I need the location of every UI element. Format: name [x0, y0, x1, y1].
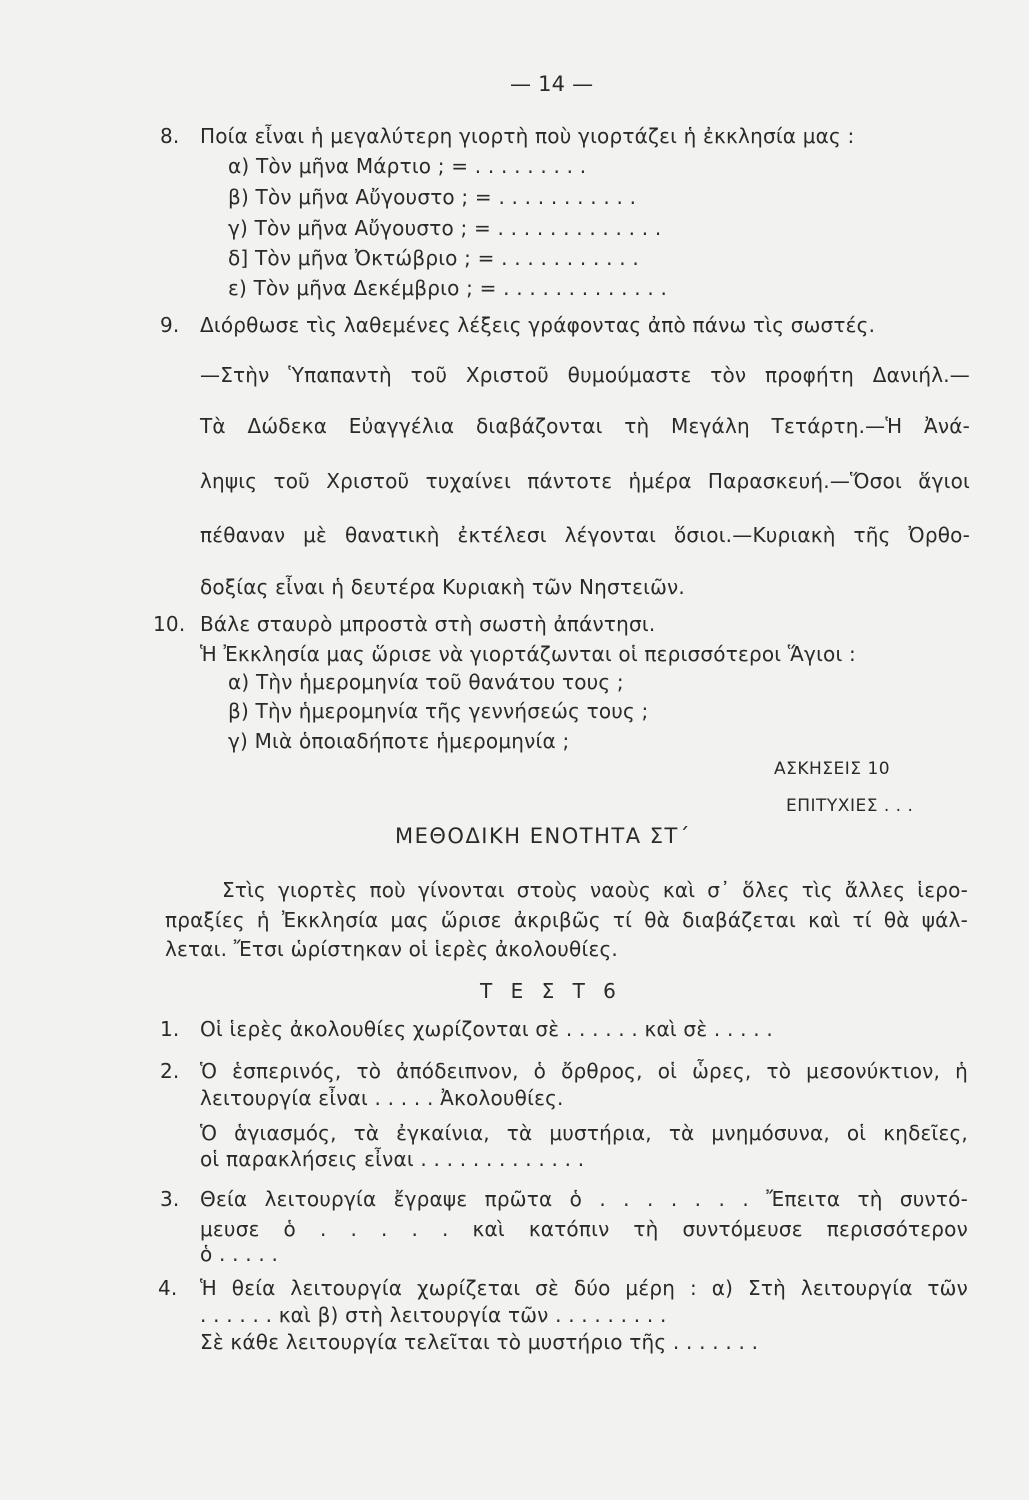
- q10-option-b: β) Τὴν ἡμερομηνία τῆς γεννήσεώς τους ;: [228, 699, 649, 723]
- test-item-1-number: 1.: [160, 1017, 180, 1041]
- q10-option-c: γ) Μιὰ ὁποιαδήποτε ἡμερομηνία ;: [228, 729, 570, 753]
- test-item-2-number: 2.: [160, 1059, 180, 1083]
- q9-line-4: πέθαναν μὲ θανατικὴ ἐκτέλεσι λέγονται ὅσιοι.—Κυριακὴ τῆς Ὀρθο-: [200, 523, 970, 547]
- section-text-line-1: Στὶς γιορτὲς ποὺ γίνονται στοὺς ναοὺς καὶ σ᾿ ὅλες τὶς ἄλλες ἱερο-: [222, 878, 968, 902]
- q8-option-b: β) Τὸν μῆνα Αὔγουστο ; = . . . . . . . . . . .: [228, 185, 637, 209]
- q8-option-a: α) Τὸν μῆνα Μάρτιο ; = . . . . . . . . .: [228, 154, 587, 178]
- q8-text: Ποία εἶναι ἡ μεγαλύτερη γιορτὴ ποὺ γιορτάζει ἡ ἐκκλησία μας :: [200, 124, 855, 148]
- test-item-2-line-4: οἱ παρακλήσεις εἶναι . . . . . . . . . . . . .: [200, 1147, 585, 1171]
- q10-option-a: α) Τὴν ἡμερομηνία τοῦ θανάτου τους ;: [228, 670, 624, 694]
- test-item-2-line-2: λειτουργία εἶναι . . . . . Ἀκολουθίες.: [200, 1086, 564, 1110]
- test-item-4-number: 4.: [158, 1276, 178, 1300]
- q9-line-2: Τὰ Δώδεκα Εὐαγγέλια διαβάζονται τὴ Μεγάλη Τετάρτη.—Ἡ Ἀνά-: [200, 414, 970, 438]
- test-item-2-line-3: Ὁ ἁγιασμός, τὰ ἐγκαίνια, τὰ μυστήρια, τὰ μνημόσυνα, οἱ κηδεῖες,: [200, 1121, 968, 1145]
- page-number: — 14 —: [510, 72, 594, 96]
- q10-intro: Ἡ Ἐκκλησία μας ὥρισε νὰ γιορτάζωνται οἱ περισσότεροι Ἅγιοι :: [200, 642, 856, 666]
- test-item-4-line-1: Ἡ θεία λειτουργία χωρίζεται σὲ δύο μέρη : α) Στὴ λειτουργία τῶν: [200, 1276, 968, 1300]
- q9-line-1: —Στὴν Ὑπαπαντὴ τοῦ Χριστοῦ θυμούμαστε τὸν προφήτη Δανιήλ.—: [200, 363, 970, 387]
- section-title: ΜΕΘΟΔΙΚΗ ΕΝΟΤΗΤΑ ΣΤ΄: [395, 824, 691, 848]
- q8-option-e: ε) Τὸν μῆνα Δεκέμβριο ; = . . . . . . . . . . . . .: [228, 276, 668, 300]
- q9-number: 9.: [160, 313, 180, 337]
- q8-option-d: δ] Τὸν μῆνα Ὀκτώβριο ; = . . . . . . . . . . .: [228, 246, 639, 270]
- test-item-4-line-3: Σὲ κάθε λειτουργία τελεῖται τὸ μυστήριο τῆς . . . . . . .: [200, 1330, 759, 1354]
- test-item-1-line-1: Οἱ ἱερὲς ἀκολουθίες χωρίζονται σὲ . . . . . . καὶ σὲ . . . . .: [200, 1017, 773, 1041]
- q10-text: Βάλε σταυρὸ μπροστὰ στὴ σωστὴ ἀπάντησι.: [200, 612, 656, 636]
- test-item-3-line-2: μευσε ὁ . . . . . καὶ κατόπιν τὴ συντόμευσε περισσότερον: [200, 1217, 968, 1241]
- q9-text: Διόρθωσε τὶς λαθεμένες λέξεις γράφοντας ἀπὸ πάνω τὶς σωστές.: [200, 313, 876, 337]
- test-item-2-line-1: Ὁ ἑσπερινός, τὸ ἀπόδειπνον, ὁ ὄρθρος, οἱ ὧρες, τὸ μεσονύκτιον, ἡ: [200, 1059, 968, 1083]
- q9-line-5: δοξίας εἶναι ἡ δευτέρα Κυριακὴ τῶν Νηστειῶν.: [200, 575, 685, 599]
- successes-count: ΕΠΙΤΥΧΙΕΣ . . .: [786, 796, 914, 816]
- q9-line-3: ληψις τοῦ Χριστοῦ τυχαίνει πάντοτε ἡμέρα Παρασκευή.—Ὅσοι ἅγιοι: [200, 469, 970, 493]
- q8-option-c: γ) Τὸν μῆνα Αὔγουστο ; = . . . . . . . . . . . . .: [228, 216, 662, 240]
- exercises-count: ΑΣΚΗΣΕΙΣ 10: [774, 759, 891, 779]
- q8-number: 8.: [160, 124, 180, 148]
- section-text-line-2: πραξίες ἡ Ἐκκλησία μας ὥρισε ἀκριβῶς τί θὰ διαβάζεται καὶ τί θὰ ψάλ-: [165, 908, 968, 932]
- test-item-4-line-2: . . . . . . καὶ β) στὴ λειτουργία τῶν . . . . . . . . .: [200, 1303, 667, 1327]
- test-title: Τ Ε Σ Τ 6: [480, 979, 622, 1003]
- test-item-3-line-3: ὁ . . . . .: [200, 1242, 279, 1266]
- test-item-3-line-1: Θεία λειτουργία ἔγραψε πρῶτα ὁ . . . . . . . Ἔπειτα τὴ συντό-: [200, 1187, 968, 1211]
- test-item-3-number: 3.: [160, 1187, 180, 1211]
- q10-number: 10.: [153, 612, 186, 636]
- section-text-line-3: λεται. Ἔτσι ὡρίστηκαν οἱ ἱερὲς ἀκολουθίες.: [165, 937, 618, 961]
